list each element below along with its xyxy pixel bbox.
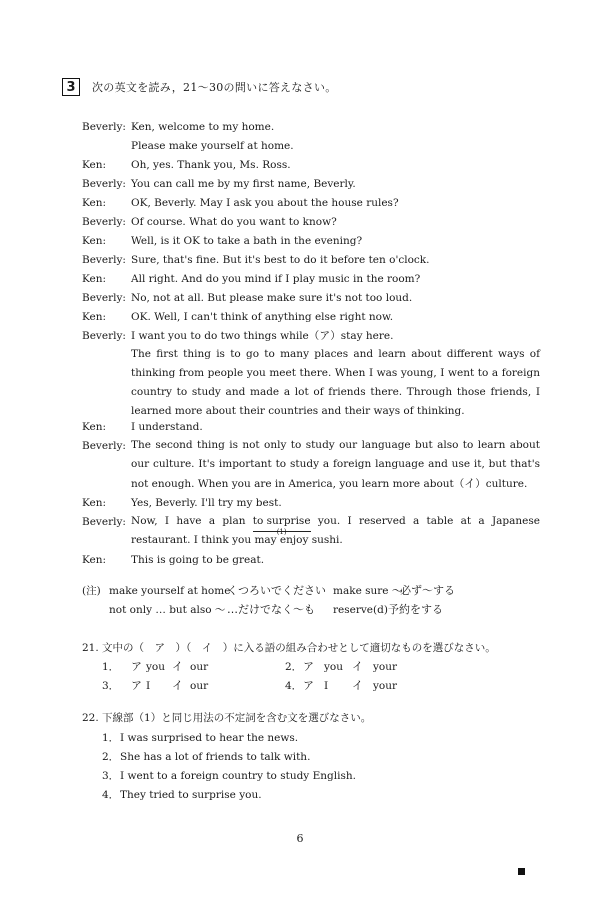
section-header (62, 77, 337, 97)
section-instruction: 次の英文を読み，21～30の問いに答えなさい。 (92, 81, 337, 94)
option-word: your (373, 661, 398, 673)
blank-a: ア (319, 329, 331, 342)
option-text: They tried to surprise you. (120, 789, 262, 801)
dialogue-line: Sure, that's fine. But it's best to do it before ten o'clock. (131, 254, 430, 266)
speaker-label: Ken: (82, 273, 107, 285)
option-text: I went to a foreign country to study English. (120, 770, 356, 782)
dialogue-line: I understand. (131, 421, 203, 433)
dialogue-paragraph: Now, I have a plan to surprise (1) you. I reserved a table at a Japanese restaurant. I think you may enjoy sushi. (131, 512, 540, 550)
option-text: I was surprised to hear the news. (120, 732, 299, 744)
speaker-label: Beverly: (82, 178, 126, 190)
option-number: 3． (102, 680, 120, 692)
speaker-label: Ken: (82, 497, 107, 509)
dialogue-line: Yes, Beverly. I'll try my best. (131, 497, 282, 509)
section-number: 3 (62, 78, 80, 96)
blank-label: イ (172, 679, 183, 692)
dialogue-line: I want you to do two things while（ア）stay here. (131, 329, 394, 342)
dialogue-paragraph: The second thing is not only to study our language but also to learn about our culture. It's important to study a foreign language and use it, but that's not enough. When you are in America, you learn more about（イ）culture. (131, 439, 540, 490)
option-word: I (324, 680, 329, 692)
option-number: 1． (102, 732, 120, 744)
note-meaning: 必ず～する (400, 584, 455, 597)
blank-label: イ (352, 679, 363, 692)
dialogue-line: This is going to be great. (131, 554, 265, 566)
dialogue-line: Oh, yes. Thank you, Ms. Ross. (131, 159, 291, 171)
option-number: 4． (102, 789, 120, 801)
note-term: make sure ～ (333, 585, 403, 597)
speaker-label: Ken: (82, 197, 107, 209)
question-text: 22. 下線部（1）と同じ用法の不定詞を含む文を選びなさい。 (82, 712, 372, 724)
option-word: our (190, 661, 209, 673)
page-number: 6 (296, 832, 304, 845)
dialogue-line: Of course. What do you want to know? (131, 216, 337, 228)
blank-label: ア (303, 660, 314, 673)
option-number: 1． (102, 661, 120, 673)
underline-number: (1) (276, 528, 287, 536)
note-term: not only … but also ～ (109, 604, 226, 616)
underlined-phrase: to surprise (1) (253, 512, 311, 531)
speaker-label: Beverly: (82, 330, 126, 342)
blank-label: イ (172, 660, 183, 673)
speaker-label: Beverly: (82, 440, 126, 452)
speaker-label: Ken: (82, 235, 107, 247)
option-word: you (146, 661, 166, 673)
note-term: reserve(d) (333, 604, 388, 616)
blank-label: ア (131, 679, 142, 692)
note-term: make yourself at home (109, 585, 231, 597)
dialogue-paragraph: The first thing is to go to many places and learn about different ways of thinking from people you meet there. When I was young, I went to a foreign country to study and made a lot of friends there. Through those friends, I learned more about their countries and their ways of thinking. (131, 348, 540, 417)
question-text: 21. 文中の（ ア ）（ イ ）に入る語の組み合わせとして適切なものを選びなさい。 (82, 642, 496, 654)
note-meaning: …だけでなく～も (227, 603, 315, 616)
dialogue-line: All right. And do you mind if I play music in the room? (131, 273, 421, 285)
speaker-label: Beverly: (82, 254, 126, 266)
dialogue-line: Ken, welcome to my home. (131, 121, 275, 133)
blank-label: ア (131, 660, 142, 673)
option-number: 2． (285, 661, 303, 673)
option-number: 3． (102, 770, 120, 782)
notes-label: (注) (82, 585, 101, 597)
speaker-label: Beverly: (82, 292, 126, 304)
dialogue-line: OK. Well, I can't think of anything else right now. (131, 311, 394, 323)
dialogue-line: OK, Beverly. May I ask you about the house rules? (131, 197, 399, 209)
speaker-label: Ken: (82, 311, 107, 323)
dialogue-line: Well, is it OK to take a bath in the evening? (131, 235, 363, 247)
option-word: you (324, 661, 344, 673)
speaker-label: Ken: (82, 421, 107, 433)
option-number: 4． (285, 680, 303, 692)
speaker-label: Beverly: (82, 516, 126, 528)
option-word: our (190, 680, 209, 692)
option-number: 2． (102, 751, 120, 763)
speaker-label: Beverly: (82, 216, 126, 228)
speaker-label: Ken: (82, 159, 107, 171)
option-word: I (146, 680, 151, 692)
blank-label: ア (303, 679, 314, 692)
note-meaning: くつろいでください (227, 584, 326, 597)
corner-mark (518, 868, 525, 875)
dialogue-line: Please make yourself at home. (131, 140, 294, 152)
blank-label: イ (352, 660, 363, 673)
speaker-label: Ken: (82, 554, 107, 566)
dialogue-line: No, not at all. But please make sure it's not too loud. (131, 292, 413, 304)
dialogue-line: You can call me by my first name, Beverly. (131, 178, 356, 190)
option-text: She has a lot of friends to talk with. (120, 751, 311, 763)
option-word: your (373, 680, 398, 692)
blank-i: イ (464, 477, 476, 490)
note-meaning: 予約をする (388, 603, 443, 616)
speaker-label: Beverly: (82, 121, 126, 133)
